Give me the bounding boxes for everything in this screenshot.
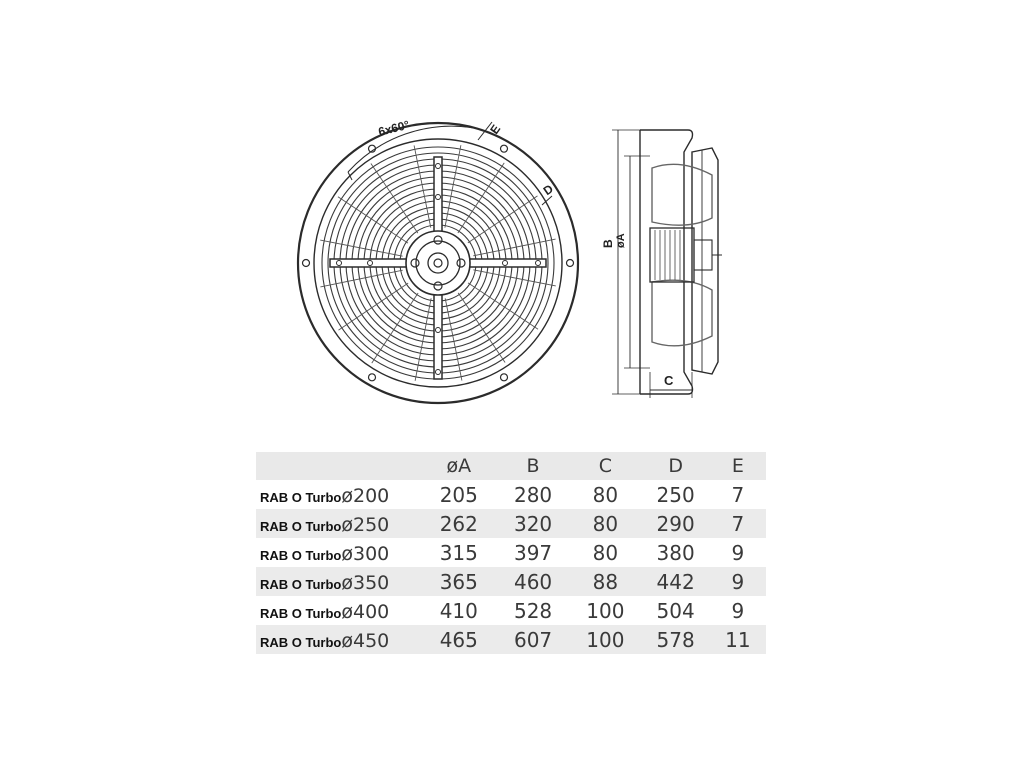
- model-size: ø450: [341, 629, 390, 652]
- cell-d: 380: [656, 540, 695, 565]
- guard-spoke: [468, 196, 538, 243]
- header-d: D: [642, 452, 710, 480]
- cell-a: 315: [439, 540, 478, 565]
- cell-b: 607: [497, 625, 569, 654]
- table-header-row: [256, 452, 766, 480]
- header-e: E: [710, 452, 766, 480]
- cell-d: 250: [656, 482, 695, 507]
- cell-a: 262: [421, 509, 497, 538]
- cell-a: 465: [421, 625, 497, 654]
- side-guard: [692, 148, 718, 374]
- cell-a: 205: [439, 482, 478, 507]
- c-label: C: [664, 373, 674, 388]
- angle-label: 6x60°: [376, 117, 411, 139]
- cell-a: 410: [439, 598, 478, 623]
- cell-e: 11: [710, 625, 766, 654]
- cell-d: 290: [642, 509, 710, 538]
- guard-spoke: [458, 163, 504, 233]
- guard-spoke: [371, 164, 418, 234]
- model-prefix: RAB O Turbo: [260, 576, 342, 592]
- cell-c: 88: [569, 567, 641, 596]
- guard-spoke: [339, 283, 409, 330]
- flange-profile: [640, 130, 693, 394]
- cell-e: 9: [731, 598, 745, 623]
- e-label: E: [487, 122, 504, 137]
- dimensions-table: [256, 452, 766, 654]
- upper-blade: [652, 164, 712, 225]
- cell-d: 578: [642, 625, 710, 654]
- cell-d: 442: [642, 567, 710, 596]
- cell-d: 504: [656, 598, 695, 623]
- table-row: [256, 596, 766, 625]
- mounting-hole: [501, 374, 508, 381]
- cell-b: 397: [513, 540, 553, 565]
- b-label: B: [601, 239, 615, 248]
- fan-side-view: [612, 130, 722, 398]
- motor-body: [650, 228, 694, 282]
- model-cell: [256, 567, 421, 596]
- table-row: [256, 625, 766, 654]
- mounting-hole: [567, 260, 574, 267]
- fan-front-view: [298, 122, 578, 403]
- lower-blade: [652, 280, 712, 346]
- cell-e: 9: [731, 540, 745, 565]
- guard-spoke: [468, 283, 538, 329]
- guard-spoke: [372, 293, 418, 363]
- cell-a: 365: [421, 567, 497, 596]
- cell-c: 100: [586, 598, 625, 623]
- cell-c: 100: [569, 625, 641, 654]
- angle-dimension-arc: [348, 126, 474, 172]
- model-cell: [256, 538, 421, 567]
- mounting-hole: [501, 145, 508, 152]
- model-size: ø350: [341, 571, 390, 594]
- cell-c: 80: [592, 482, 619, 507]
- table-row: [256, 480, 766, 509]
- header-a: øA: [421, 452, 497, 480]
- cell-c: 80: [592, 540, 619, 565]
- table-row: [256, 538, 766, 567]
- model-cell: [256, 480, 421, 509]
- model-size: ø400: [341, 600, 390, 623]
- model-cell: [256, 509, 421, 538]
- cell-e: 9: [710, 567, 766, 596]
- cell-e: 7: [710, 509, 766, 538]
- model-prefix: RAB O Turbo: [260, 489, 342, 505]
- model-cell: [256, 596, 421, 625]
- a-label: øA: [615, 233, 627, 248]
- guard-spoke: [338, 197, 408, 243]
- model-prefix: RAB O Turbo: [260, 518, 342, 534]
- cell-b: 280: [513, 482, 553, 507]
- cell-b: 460: [497, 567, 569, 596]
- table-row: [256, 567, 766, 596]
- model-prefix: RAB O Turbo: [260, 634, 342, 650]
- d-label: D: [540, 181, 556, 199]
- guard-spoke: [458, 293, 505, 363]
- model-size: ø300: [341, 542, 390, 565]
- model-prefix: RAB O Turbo: [260, 547, 342, 563]
- mounting-hole: [303, 260, 310, 267]
- model-prefix: RAB O Turbo: [260, 605, 342, 621]
- table-row: [256, 509, 766, 538]
- mounting-hole: [369, 374, 376, 381]
- cell-b: 320: [497, 509, 569, 538]
- model-size: ø250: [341, 513, 390, 536]
- cell-e: 7: [731, 482, 745, 507]
- cell-c: 80: [569, 509, 641, 538]
- model-size: ø200: [341, 484, 390, 507]
- header-b: B: [497, 452, 569, 480]
- model-cell: [256, 625, 421, 654]
- cell-b: 528: [513, 598, 553, 623]
- header-c: C: [569, 452, 641, 480]
- header-model: [256, 452, 421, 480]
